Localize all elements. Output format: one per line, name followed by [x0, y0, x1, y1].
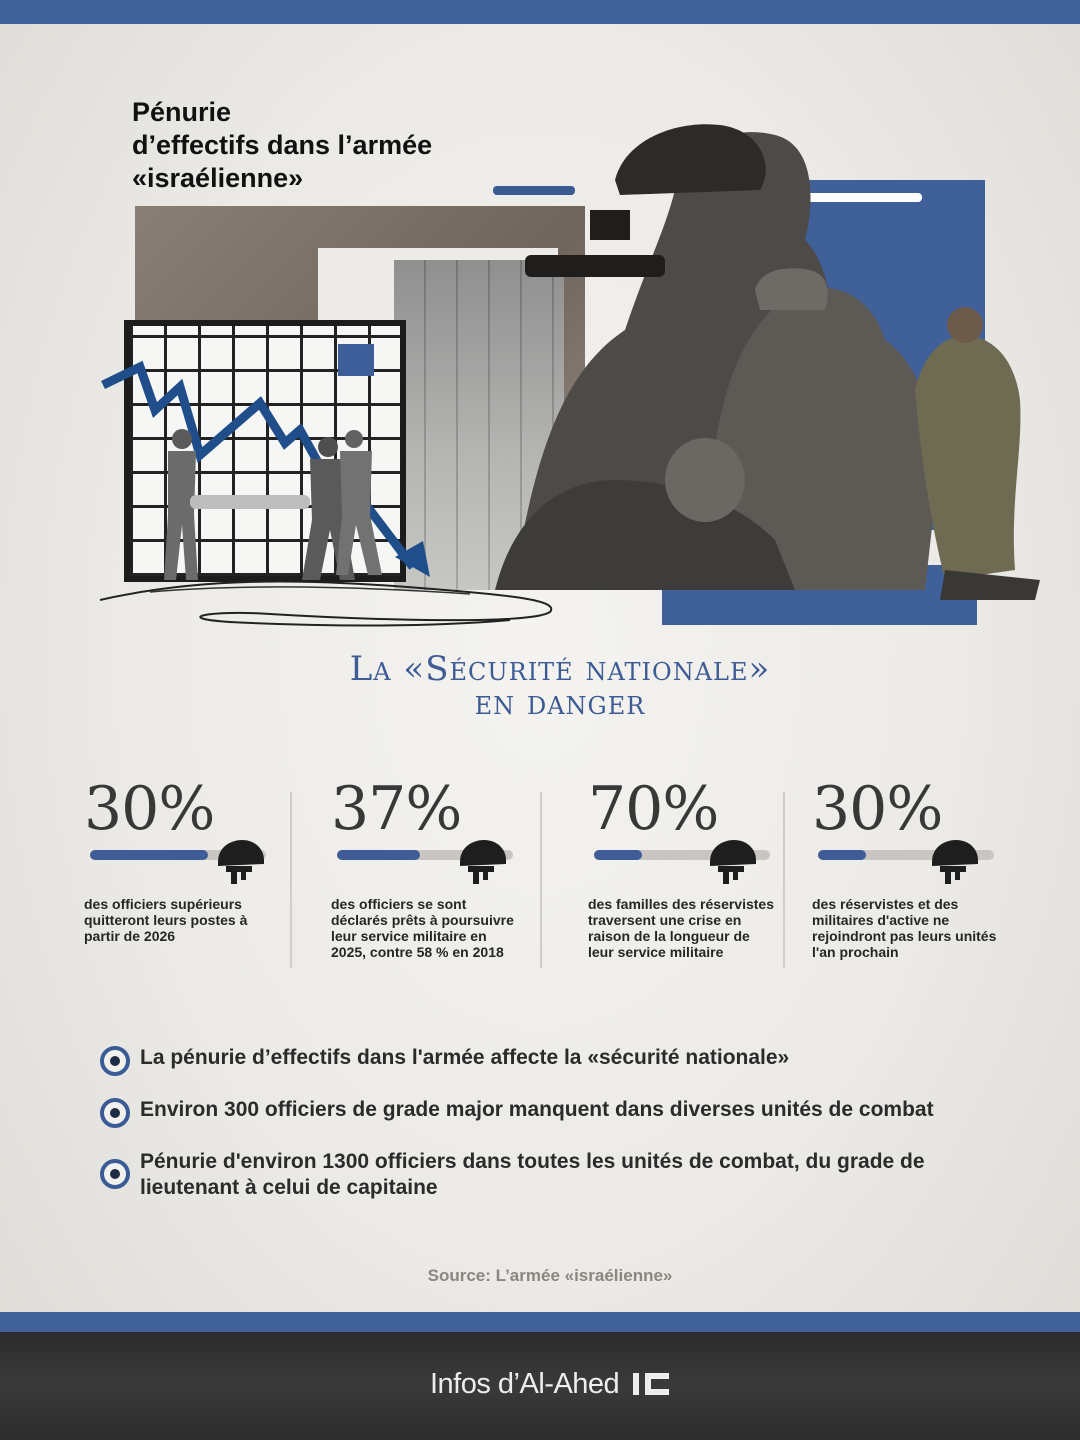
stat-value: 37%	[331, 774, 462, 844]
headline-line-1: La «Sécurité nationale»	[349, 649, 771, 689]
pen-scribble-decoration	[90, 570, 590, 630]
title-line-3: «israélienne»	[132, 163, 304, 193]
stat-divider	[783, 792, 785, 968]
brand-logo	[430, 1366, 673, 1402]
point-text: Environ 300 officiers de grade major manquent dans diverses unités de combat	[140, 1098, 934, 1121]
stat-value: 30%	[812, 774, 943, 844]
title-line-1: Pénurie	[132, 97, 232, 127]
list-item	[100, 1045, 1000, 1071]
stat-description: des officiers supérieurs quitteront leurs postes à partir de 2026	[84, 896, 248, 944]
brand-name: Infos d’Al-Ahed	[430, 1367, 620, 1400]
target-bullet-icon	[100, 1098, 130, 1128]
stat-value: 30%	[84, 774, 215, 844]
stat-value: 70%	[588, 774, 719, 844]
top-band	[0, 0, 1080, 24]
point-text: Pénurie d'environ 1300 officiers dans toutes les unités de combat, du grade de lieutenant à celui de capitaine	[140, 1150, 925, 1199]
bottom-band	[0, 1312, 1080, 1332]
point-text: La pénurie d’effectifs dans l'armée affecte la «sécurité nationale»	[140, 1046, 790, 1069]
military-helmet-icon	[456, 836, 508, 888]
soldiers-photo	[475, 120, 1045, 600]
target-bullet-icon	[100, 1159, 130, 1189]
military-helmet-icon	[214, 836, 266, 888]
stat-card	[812, 774, 1052, 960]
list-item	[100, 1149, 1000, 1201]
military-helmet-icon	[706, 836, 758, 888]
key-points-list	[100, 1045, 1000, 1227]
medics-stretcher-photo	[150, 425, 400, 585]
stat-card	[331, 774, 571, 960]
stat-card	[84, 774, 324, 944]
al-ahed-logo-icon	[629, 1369, 673, 1399]
section-headline	[200, 649, 920, 723]
stat-divider	[540, 792, 542, 968]
photo-collage	[0, 120, 1080, 640]
title-line-2: d’effectifs dans l’armée	[132, 130, 433, 160]
target-bullet-icon	[100, 1046, 130, 1076]
stat-card	[588, 774, 828, 960]
stat-description: des officiers se sont déclarés prêts à poursuivre leur service militaire en 2025, contre 58 % en 2018	[331, 896, 514, 960]
source-credit: Source: L’armée «israélienne»	[427, 1266, 673, 1285]
stat-description: des familles des réservistes traversent une crise en raison de la longueur de leur service militaire	[588, 896, 775, 960]
stat-description: des réservistes et des militaires d'active ne rejoindront pas leurs unités l'an prochain	[812, 896, 997, 960]
headline-line-2: en danger	[474, 683, 646, 723]
list-item	[100, 1097, 1000, 1123]
stat-divider	[290, 792, 292, 968]
military-helmet-icon	[928, 836, 980, 888]
